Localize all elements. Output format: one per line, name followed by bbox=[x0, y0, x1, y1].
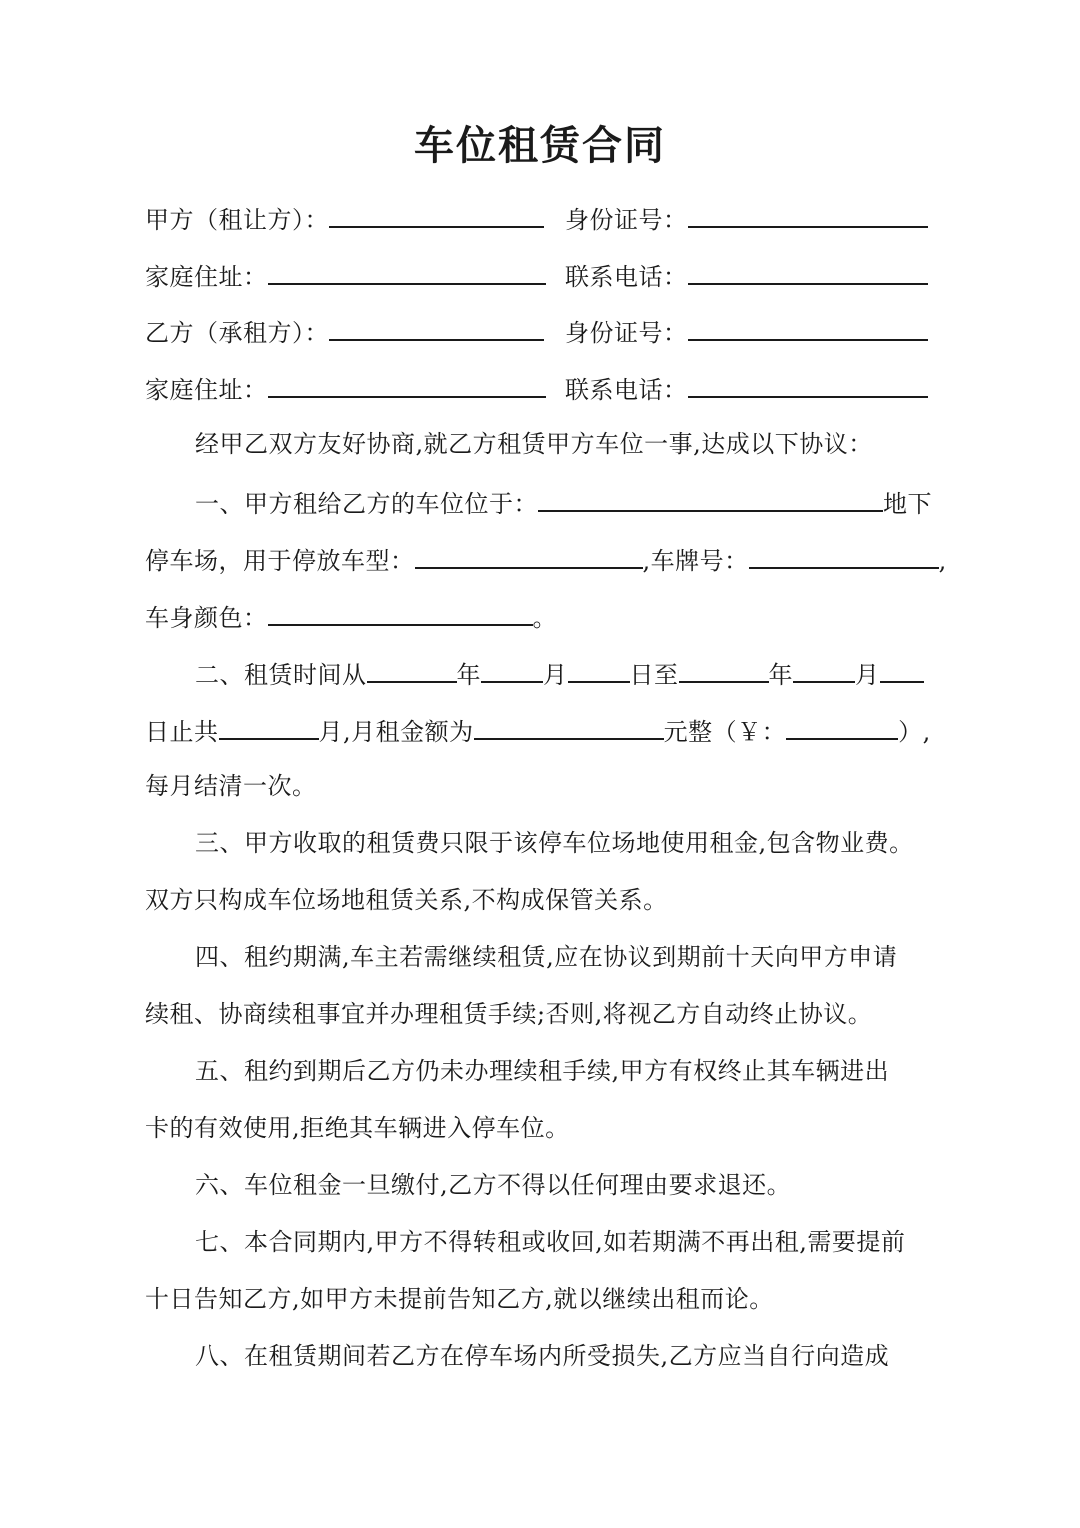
clause-1-line-2 bbox=[145, 541, 947, 578]
party-a-name-blank bbox=[329, 200, 544, 228]
intro-paragraph: 经甲乙双方友好协商,就乙方租赁甲方车位一事,达成以下协议： bbox=[195, 430, 873, 458]
party-b-address-row bbox=[145, 370, 546, 407]
party-a-row bbox=[145, 200, 544, 237]
clause-1-line-3 bbox=[145, 598, 557, 635]
month-label-2: 月 bbox=[855, 661, 880, 689]
clause-1-text: 一、甲方租给乙方的车位位于： bbox=[195, 490, 538, 518]
clause-6: 六、车位租金一旦缴付,乙方不得以任何理由要求退还。 bbox=[195, 1171, 792, 1199]
comma: , bbox=[938, 547, 947, 575]
party-a-address-label: 家庭住址： bbox=[145, 263, 268, 291]
party-b-phone-row bbox=[565, 370, 928, 407]
end-year-blank bbox=[679, 655, 769, 683]
party-a-phone-blank bbox=[688, 257, 928, 285]
party-b-phone-label: 联系电话： bbox=[565, 376, 688, 404]
clause-4-line-1: 四、租约期满,车主若需继续租赁,应在协议到期前十天向甲方申请 bbox=[195, 943, 898, 971]
party-a-address-blank bbox=[268, 257, 546, 285]
clause-1-car-type-label: 停车场，用于停放车型： bbox=[145, 547, 415, 575]
color-blank bbox=[268, 598, 533, 626]
period: 。 bbox=[532, 604, 557, 632]
yuan-label: 元整（￥： bbox=[663, 718, 787, 746]
party-b-address-label: 家庭住址： bbox=[145, 376, 268, 404]
location-blank bbox=[538, 484, 883, 512]
year-label: 年 bbox=[456, 661, 481, 689]
start-year-blank bbox=[367, 655, 457, 683]
clause-8-line-1: 八、在租赁期间若乙方在停车场内所受损失,乙方应当自行向造成 bbox=[195, 1342, 890, 1370]
party-a-phone-row bbox=[565, 257, 928, 294]
plate-label: ,车牌号： bbox=[642, 547, 749, 575]
clause-3-line-2: 双方只构成车位场地租赁关系,不构成保管关系。 bbox=[145, 886, 668, 914]
clause-1-line-1 bbox=[195, 484, 932, 521]
party-b-id-blank bbox=[688, 313, 928, 341]
year-label-2: 年 bbox=[768, 661, 793, 689]
clause-5-line-1: 五、租约到期后乙方仍未办理续租手续,甲方有权终止其车辆进出 bbox=[195, 1057, 890, 1085]
close-paren: ）, bbox=[898, 718, 931, 746]
party-b-label: 乙方（承租方）： bbox=[145, 319, 329, 347]
end-day-total-label: 日止共 bbox=[145, 718, 219, 746]
end-month-blank bbox=[793, 655, 855, 683]
clause-7-line-1: 七、本合同期内,甲方不得转租或收回,如若期满不再出租,需要提前 bbox=[195, 1228, 906, 1256]
clause-1-underground: 地下 bbox=[883, 490, 932, 518]
party-b-phone-blank bbox=[688, 370, 928, 398]
party-a-phone-label: 联系电话： bbox=[565, 263, 688, 291]
party-b-address-blank bbox=[268, 370, 546, 398]
clause-3-line-1: 三、甲方收取的租赁费只限于该停车位场地使用租金,包含物业费。 bbox=[195, 829, 914, 857]
clause-4-line-2: 续租、协商续租事宜并办理租赁手续;否则,将视乙方自动终止协议。 bbox=[145, 1000, 873, 1028]
month-label: 月 bbox=[543, 661, 568, 689]
clause-7-line-2: 十日告知乙方,如甲方未提前告知乙方,就以继续出租而论。 bbox=[145, 1285, 774, 1313]
start-day-blank bbox=[568, 655, 630, 683]
clause-2-text: 二、租赁时间从 bbox=[195, 661, 367, 689]
rent-number-blank bbox=[786, 712, 898, 740]
party-a-address-row bbox=[145, 257, 546, 294]
party-a-id-label: 身份证号： bbox=[565, 206, 688, 234]
clause-5-line-2: 卡的有效使用,拒绝其车辆进入停车位。 bbox=[145, 1114, 570, 1142]
clause-2-line-3: 每月结清一次。 bbox=[145, 772, 317, 800]
party-a-id-row bbox=[565, 200, 928, 237]
start-month-blank bbox=[481, 655, 543, 683]
rent-amount-blank bbox=[474, 712, 664, 740]
party-a-label: 甲方（租让方）： bbox=[145, 206, 329, 234]
plate-blank bbox=[749, 541, 939, 569]
monthly-rent-label: 月,月租金额为 bbox=[318, 718, 474, 746]
end-day-blank bbox=[880, 655, 924, 683]
total-months-blank bbox=[219, 712, 319, 740]
contract-title: 车位租赁合同 bbox=[414, 123, 666, 169]
party-b-id-label: 身份证号： bbox=[565, 319, 688, 347]
day-to-label: 日至 bbox=[629, 661, 679, 689]
party-b-id-row bbox=[565, 313, 928, 350]
party-a-id-blank bbox=[688, 200, 928, 228]
party-b-name-blank bbox=[329, 313, 544, 341]
car-type-blank bbox=[415, 541, 643, 569]
clause-2-line-1 bbox=[195, 655, 924, 692]
party-b-row bbox=[145, 313, 544, 350]
color-label: 车身颜色： bbox=[145, 604, 268, 632]
clause-2-line-2 bbox=[145, 712, 931, 749]
